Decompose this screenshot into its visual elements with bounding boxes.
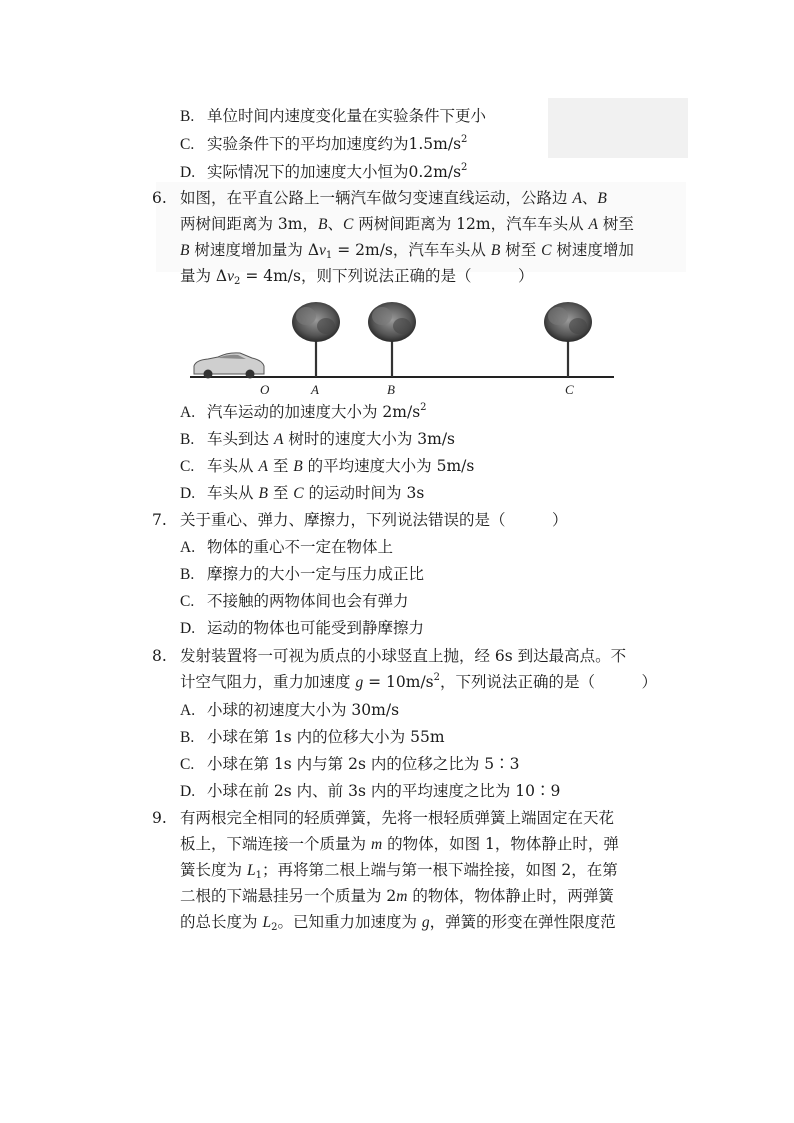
- q8-option-c: C. 小球在第 1s 内与第 2s 内的位移之比为 5∶3: [180, 755, 520, 773]
- q9-number: 9.: [152, 809, 167, 827]
- q8-option-a: A. 小球的初速度大小为 30m/s: [180, 701, 400, 719]
- label-b: B: [387, 382, 395, 397]
- q5-option-d: D. 实际情况下的加速度大小恒为$0.2m/s^2$: [180, 162, 468, 181]
- q9-stem-line5: 的总长度为 $L_2$。已知重力加速度为 g，弹簧的形变在弹性限度范: [180, 913, 616, 933]
- q6-stem-line1: 如图，在平直公路上一辆汽车做匀变速直线运动，公路边 A、B: [180, 189, 607, 207]
- q8-stem-line1: 发射装置将一可视为质点的小球竖直上抛，经 6s 到达最高点。不: [180, 647, 627, 665]
- label-a: A: [311, 382, 319, 397]
- q9-stem-line1: 有两根完全相同的轻质弹簧，先将一根轻质弹簧上端固定在天花: [180, 809, 615, 827]
- q9-stem-line4: 二根的下端悬挂另一个质量为 2m 的物体，物体静止时，两弹簧: [180, 887, 614, 905]
- q6-option-a: A. 汽车运动的加速度大小为 $2m/s^2$: [180, 402, 427, 421]
- q6-stem-line4: 量为 $\Delta v_2 = 4m/s$，则下列说法正确的是（ ）: [180, 267, 534, 287]
- q8-option-b: B. 小球在第 1s 内的位移大小为 55m: [180, 728, 445, 746]
- q6-option-d: D. 车头从 B 至 C 的运动时间为 3s: [180, 484, 425, 502]
- q6-stem-line2: 两树间距离为 3m，B、C 两树间距离为 12m，汽车车头从 A 树至: [180, 215, 634, 233]
- q7-option-c: C. 不接触的两物体间也会有弹力: [180, 592, 409, 610]
- q7-option-d: D. 运动的物体也可能受到静摩擦力: [180, 619, 425, 637]
- q7-number: 7.: [152, 511, 167, 529]
- q7-option-a: A. 物体的重心不一定在物体上: [180, 538, 394, 556]
- q6-option-c: C. 车头从 A 至 B 的平均速度大小为 5m/s: [180, 457, 475, 475]
- q5-option-b: B. 单位时间内速度变化量在实验条件下更小: [180, 107, 487, 125]
- q9-stem-line3: 簧长度为 $L_1$；再将第二根上端与第一根下端拴接，如图 2，在第: [180, 861, 618, 881]
- q8-stem-line2: 计空气阻力，重力加速度 $g = 10m/s^2$，下列说法正确的是（ ）: [180, 672, 658, 691]
- q7-stem: 关于重心、弹力、摩擦力，下列说法错误的是（ ）: [180, 511, 568, 529]
- q6-option-b: B. 车头到达 A 树时的速度大小为 3m/s: [180, 430, 455, 448]
- q5-option-c: C. 实验条件下的平均加速度约为$1.5m/s^2$: [180, 134, 468, 153]
- tree-b-icon: [368, 302, 416, 377]
- road-trees-figure: [188, 300, 616, 400]
- q7-option-b: B. 摩擦力的大小一定与压力成正比: [180, 565, 425, 583]
- q6-number: 6.: [152, 189, 167, 207]
- q6-stem-line3: B 树速度增加量为 $\Delta v_1 = 2m/s$，汽车车头从 B 树至 C 树速度增加: [180, 241, 634, 261]
- label-c: C: [565, 382, 574, 397]
- q9-stem-line2: 板上，下端连接一个质量为 m 的物体，如图 1，物体静止时，弹: [180, 835, 619, 853]
- label-o: O: [260, 382, 270, 397]
- q8-option-d: D. 小球在前 2s 内、前 3s 内的平均速度之比为 10∶9: [180, 782, 561, 800]
- tree-a-icon: [292, 302, 340, 377]
- q8-number: 8.: [152, 647, 167, 665]
- scan-shadow: [548, 98, 688, 158]
- tree-c-icon: [544, 302, 592, 377]
- car-icon: [194, 353, 264, 379]
